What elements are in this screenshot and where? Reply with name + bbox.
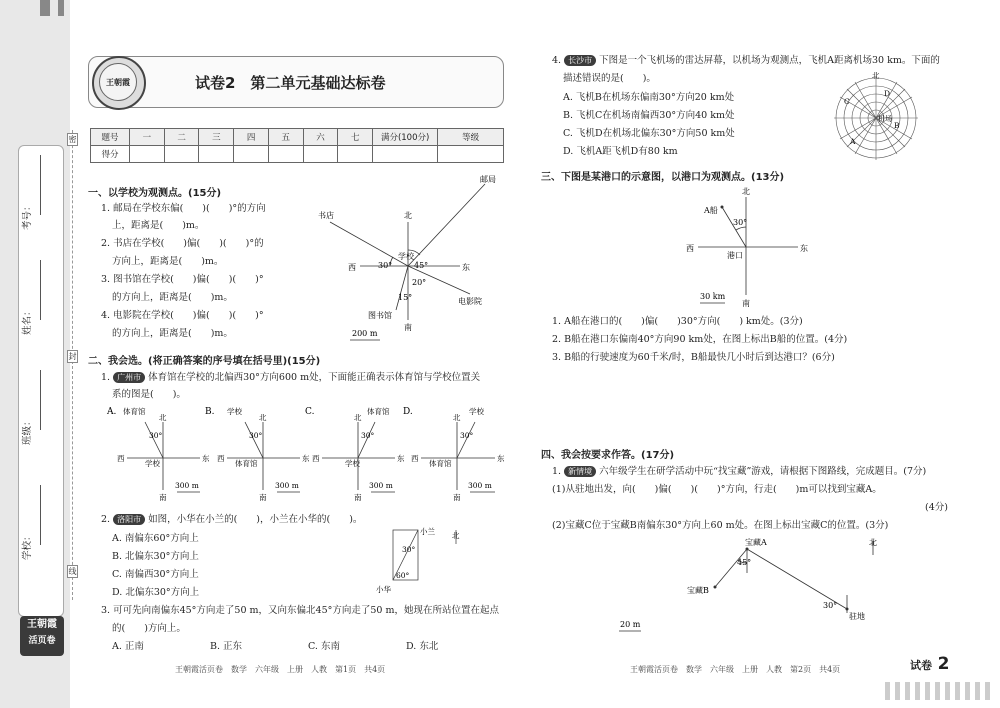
gym-label: 体育馆	[123, 407, 146, 416]
port-angle: 30°	[733, 218, 748, 227]
diagram-angle: 45°	[414, 261, 429, 270]
gym-label: 体育馆	[235, 459, 258, 468]
score-cell[interactable]	[268, 146, 303, 163]
school-label: 学校	[145, 459, 160, 468]
north-label: 北	[452, 531, 460, 540]
logo-inner	[99, 63, 137, 101]
diagram-west: 西	[348, 263, 356, 272]
s2-q1-text: 体育馆在学校的北偏西30°方向600 m处，下面能正确表示体育馆与学校位置关	[148, 372, 481, 383]
diagram-east: 东	[462, 263, 470, 272]
xiaolan-xiaohua-diagram	[370, 522, 480, 597]
cut-line	[72, 130, 73, 600]
west-label: 西	[411, 454, 419, 463]
school-label: 学校	[345, 459, 360, 468]
s1-line: 的方向上，距离是( )m。	[112, 292, 233, 303]
s2-q2-text: 如图，小华在小兰的( )，小兰在小华的( )。	[148, 514, 363, 525]
score-header: 六	[303, 129, 338, 146]
s2-q3-line1: 3. 可可先向南偏东45°方向走了50 m，又向东偏北45°方向走了50 m，她现在所站位置在起点	[101, 605, 499, 616]
diagram-angle: 15°	[398, 293, 413, 302]
radar-airport: 机场	[878, 115, 892, 123]
name-underline	[40, 485, 41, 545]
footer-stripes	[885, 682, 995, 700]
exam-badge-label: 试卷	[910, 659, 932, 672]
s3-question: 2. B船在港口东偏南40°方向90 km处，在图上标出B船的位置。(4分)	[552, 334, 848, 345]
radar-diagram	[822, 72, 932, 162]
q4-option[interactable]: B. 飞机C在机场南偏西30°方向40 km处	[563, 110, 735, 121]
treasure-angle: 45°	[737, 558, 752, 567]
s2-q2-option[interactable]: B. 北偏东30°方向上	[112, 551, 199, 562]
s2-q3-option[interactable]: B. 正东	[210, 641, 243, 652]
brand-sub: 活页卷	[28, 636, 56, 646]
option-label[interactable]: C.	[305, 407, 315, 417]
school-label: 学校：	[22, 531, 33, 560]
q4-option[interactable]: D. 飞机A距飞机D有80 km	[563, 146, 678, 157]
ship-label: A船	[704, 206, 718, 215]
angle-label: 60°	[396, 571, 410, 580]
north-label: 北	[453, 413, 461, 422]
score-cell[interactable]	[164, 146, 199, 163]
angle-label: 30°	[249, 431, 263, 440]
west-label: 西	[117, 454, 125, 463]
score-header: 七	[338, 129, 373, 146]
port-south: 南	[742, 299, 750, 308]
section2-heading: 二、我会选。(将正确答案的序号填在括号里)(15分)	[88, 356, 321, 367]
scale-label: 300 m	[175, 481, 199, 490]
score-cell[interactable]	[438, 146, 504, 163]
exam-badge	[910, 654, 949, 674]
name-underline	[40, 260, 41, 320]
logo-text: 王朝霞	[106, 77, 130, 87]
diagram-center: 学校	[398, 252, 414, 261]
s2-q3-option[interactable]: A. 正南	[112, 641, 144, 652]
diagram-library: 图书馆	[368, 311, 392, 320]
exam-badge-number: 2	[937, 654, 950, 674]
cut-mark: 密	[68, 135, 77, 144]
diagram-angle: 30°	[378, 261, 393, 270]
port-label: 港口	[727, 251, 743, 260]
binding-strip-stripe	[58, 0, 64, 16]
s1-line: 1. 邮局在学校东偏( )( )°的方向	[101, 203, 266, 214]
s2-q1-line2: 系的图是( )。	[112, 389, 186, 400]
north-label: 北	[354, 413, 362, 422]
s4-sub1: (1)从驻地出发，向( )偏( )( )°方向，行走( )m可以找到宝藏A。	[552, 484, 882, 495]
camp-label: 驻地	[849, 612, 865, 621]
cut-mark: 封	[68, 352, 77, 361]
score-header: 四	[234, 129, 269, 146]
q4-option[interactable]: C. 飞机D在机场北偏东30°方向50 km处	[563, 128, 735, 139]
brand-badge	[20, 616, 64, 656]
treasure-north: 北	[869, 538, 877, 547]
diagram-cinema: 电影院	[458, 297, 482, 306]
port-west: 西	[686, 244, 694, 253]
s1-line: 3. 图书馆在学校( )偏( )( )°	[101, 274, 264, 285]
s1-line: 4. 电影院在学校( )偏( )( )°	[101, 310, 264, 321]
south-label: 南	[159, 493, 167, 502]
score-header: 满分(100分)	[373, 129, 438, 146]
section1-heading: 一、以学校为观测点。(15分)	[88, 188, 222, 199]
score-cell[interactable]	[234, 146, 269, 163]
angle-label: 30°	[361, 431, 375, 440]
name-underline	[40, 370, 41, 430]
angle-label: 30°	[149, 431, 163, 440]
cut-mark: 线	[68, 567, 77, 576]
xiaolan-label: 小兰	[420, 527, 435, 536]
gym-label: 体育馆	[367, 407, 390, 416]
school-label: 学校	[469, 407, 484, 416]
s2-q2-option[interactable]: D. 北偏东30°方向上	[112, 587, 200, 598]
south-label: 南	[354, 493, 362, 502]
port-scale: 30 km	[700, 292, 726, 301]
q4-text: 下图是一个飞机场的雷达屏幕，以机场为观测点，飞机A距离机场30 km。下面的	[599, 55, 940, 66]
score-header: 等级	[438, 129, 504, 146]
q4-line1: 4. 长沙市 下图是一个飞机场的雷达屏幕，以机场为观测点，飞机A距离机场30 km。下面的	[552, 55, 940, 66]
south-label: 南	[453, 493, 461, 502]
angle-label: 30°	[402, 545, 416, 554]
scale-label: 300 m	[468, 481, 492, 490]
score-header: 三	[199, 129, 234, 146]
diagram-post: 邮局	[480, 175, 496, 184]
s2-q2-option[interactable]: C. 南偏西30°方向上	[112, 569, 199, 580]
west-label: 西	[217, 454, 225, 463]
scale-label: 300 m	[369, 481, 393, 490]
treasure-b: 宝藏B	[687, 586, 709, 595]
diagram-north: 北	[404, 211, 412, 220]
score-header: 五	[268, 129, 303, 146]
exam-number-label: 考号：	[22, 201, 33, 230]
s4-q1-line: 1. 新情境 六年级学生在研学活动中玩“找宝藏”游戏，请根据下图路线，完成题目。(7分)	[552, 466, 927, 477]
s4-sub2: (2)宝藏C位于宝藏B南偏东30°方向上60 m处。在图上标出宝藏C的位置。(3分)	[552, 520, 889, 531]
angle-label: 30°	[460, 431, 474, 440]
radar-point: C	[844, 97, 850, 106]
score-table	[90, 128, 504, 163]
s2-q3-option[interactable]: D. 东北	[406, 641, 439, 652]
context-tag: 新情境	[564, 466, 596, 477]
s4-q1-text: 六年级学生在研学活动中玩“找宝藏”游戏，请根据下图路线，完成题目。(7分)	[599, 466, 927, 477]
q4-line2: 描述错误的是( )。	[563, 73, 656, 84]
score-cell[interactable]	[373, 146, 438, 163]
s2-q3-line2: 的( )方向上。	[112, 623, 186, 634]
region-tag: 洛阳市	[113, 514, 145, 525]
s1-line: 的方向上，距离是( )m。	[112, 328, 233, 339]
brand-name: 王朝霞	[27, 619, 57, 630]
radar-point: A	[850, 137, 856, 146]
school-label: 学校	[227, 407, 242, 416]
s2-q3-option[interactable]: C. 东南	[308, 641, 340, 652]
name-label: 姓名：	[22, 306, 33, 335]
school-compass-diagram	[310, 170, 510, 348]
score-header: 一	[130, 129, 165, 146]
score-cell[interactable]	[130, 146, 165, 163]
port-east: 东	[800, 244, 808, 253]
option-label[interactable]: B.	[205, 407, 215, 417]
treasure-a: 宝藏A	[745, 538, 767, 547]
radar-point: B	[894, 121, 900, 130]
port-diagram	[680, 185, 815, 310]
s1-line: 上，距离是( )m。	[112, 220, 205, 231]
diagram-angle: 20°	[412, 278, 427, 287]
east-label: 东	[497, 454, 505, 463]
score-row-label: 得分	[91, 146, 130, 163]
option-diagrams	[105, 402, 505, 502]
score-header: 题号	[91, 129, 130, 146]
radar-north: 北	[872, 72, 880, 80]
north-label: 北	[159, 413, 167, 422]
east-label: 东	[302, 454, 310, 463]
region-tag: 广州市	[113, 372, 145, 383]
gym-label: 体育馆	[429, 459, 452, 468]
s3-question: 3. B船的行驶速度为60千米/时，B船最快几小时后到达港口？(6分)	[552, 352, 835, 363]
east-label: 东	[202, 454, 210, 463]
section3-heading: 三、下图是某港口的示意图，以港口为观测点。(13分)	[541, 172, 785, 183]
west-label: 西	[312, 454, 320, 463]
section4-heading: 四、我会按要求作答。(17分)	[541, 450, 675, 461]
north-label: 北	[259, 413, 267, 422]
port-north: 北	[742, 187, 750, 196]
s1-line: 方向上，距离是( )m。	[112, 256, 224, 267]
east-label: 东	[397, 454, 405, 463]
scale-label: 200 m	[352, 329, 378, 338]
s2-q2-line: 2. 洛阳市 如图，小华在小兰的( )，小兰在小华的( )。	[101, 514, 363, 525]
s4-sub1-score: (4分)	[925, 502, 948, 513]
score-cell[interactable]	[338, 146, 373, 163]
treasure-angle: 30°	[823, 601, 838, 610]
footer-right: 王朝霞活页卷 数学 六年级 上册 人教 第2页 共4页	[630, 665, 841, 674]
option-label[interactable]: D.	[403, 407, 413, 417]
s2-q1-line1: 1. 广州市 体育馆在学校的北偏西30°方向600 m处，下面能正确表示体育馆与学校位置关	[101, 372, 481, 383]
xiaohua-label: 小华	[376, 585, 391, 594]
treasure-diagram	[605, 535, 905, 635]
radar-point: D	[884, 89, 891, 98]
option-label[interactable]: A.	[107, 407, 117, 417]
treasure-scale: 20 m	[620, 620, 641, 629]
footer-left: 王朝霞活页卷 数学 六年级 上册 人教 第1页 共4页	[175, 665, 386, 674]
south-label: 南	[259, 493, 267, 502]
page-title: 试卷2 第二单元基础达标卷	[195, 74, 386, 92]
s2-q2-option[interactable]: A. 南偏东60°方向上	[112, 533, 199, 544]
s3-question: 1. A船在港口的( )偏( )30°方向( ) km处。(3分)	[552, 316, 803, 327]
name-underline	[40, 155, 41, 215]
score-cell[interactable]	[199, 146, 234, 163]
q4-option[interactable]: A. 飞机B在机场东偏南30°方向20 km处	[563, 92, 735, 103]
score-header: 二	[164, 129, 199, 146]
score-cell[interactable]	[303, 146, 338, 163]
region-tag: 长沙市	[564, 55, 596, 66]
scale-label: 300 m	[275, 481, 299, 490]
diagram-south: 南	[404, 323, 412, 332]
class-label: 班级：	[22, 416, 33, 445]
diagram-bookstore: 书店	[318, 211, 334, 220]
binding-strip-stripe	[40, 0, 50, 16]
s1-line: 2. 书店在学校( )偏( )( )°的	[101, 238, 264, 249]
